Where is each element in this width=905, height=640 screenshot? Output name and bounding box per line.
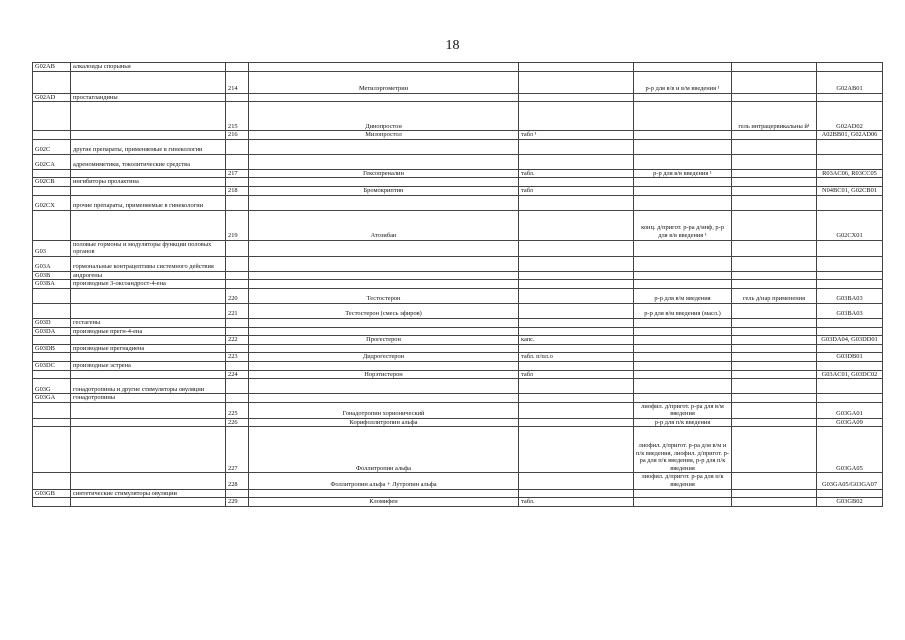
dosage-form-other [732, 210, 817, 240]
dosage-form-injection [634, 186, 732, 195]
table-row [33, 139, 883, 154]
drug-name [249, 63, 519, 72]
row-number: 223 [226, 353, 249, 362]
dosage-form-other: гель д/нар применения [732, 288, 817, 303]
dosage-form-tablets: табл. [519, 169, 634, 178]
dosage-form-tablets [519, 271, 634, 280]
row-number [226, 256, 249, 271]
atc-class-name: производные прегн-4-ена [71, 327, 226, 336]
atc-class-code [33, 71, 71, 93]
atc-class-name [71, 370, 226, 379]
atc-class-name: ингибиторы пролактина [71, 178, 226, 187]
dosage-form-tablets [519, 102, 634, 131]
dosage-form-tablets [519, 210, 634, 240]
atc-code: G03GA09 [817, 418, 883, 427]
drug-name [249, 139, 519, 154]
drug-name [249, 93, 519, 102]
dosage-form-other [732, 361, 817, 370]
row-number [226, 394, 249, 403]
atc-class-name: прочие препараты, применяемые в гинекологии [71, 195, 226, 210]
row-number: 222 [226, 336, 249, 345]
table-row [33, 131, 883, 140]
drug-table [32, 62, 883, 507]
table-row [33, 418, 883, 427]
drug-name: Динопростон [249, 102, 519, 131]
table-row [33, 498, 883, 507]
atc-code [817, 240, 883, 256]
dosage-form-injection [634, 178, 732, 187]
atc-class-code [33, 102, 71, 131]
row-number [226, 344, 249, 353]
dosage-form-other [732, 178, 817, 187]
atc-class-name: другие препараты, применяемые в гинекологии [71, 139, 226, 154]
atc-code [817, 327, 883, 336]
drug-name [249, 280, 519, 289]
atc-class-code: G03GB [33, 489, 71, 498]
atc-class-code: G03DB [33, 344, 71, 353]
atc-class-name: гонадотропины и другие стимуляторы овуляции [71, 379, 226, 394]
atc-code [817, 271, 883, 280]
drug-name [249, 256, 519, 271]
dosage-form-injection [634, 353, 732, 362]
atc-class-name: гормональные контрацептивы системного действия [71, 256, 226, 271]
dosage-form-tablets [519, 379, 634, 394]
atc-code: G03AC01, G03DC02 [817, 370, 883, 379]
row-number [226, 178, 249, 187]
atc-code: G02CX01 [817, 210, 883, 240]
atc-code [817, 139, 883, 154]
dosage-form-tablets [519, 178, 634, 187]
atc-class-name: гонадотропины [71, 394, 226, 403]
row-number: 224 [226, 370, 249, 379]
atc-class-name [71, 402, 226, 418]
atc-class-name [71, 169, 226, 178]
atc-class-name [71, 336, 226, 345]
drug-name [249, 318, 519, 327]
table-row [33, 71, 883, 93]
drug-name: Мизопростол [249, 131, 519, 140]
table-row [33, 195, 883, 210]
atc-code: G03BA03 [817, 288, 883, 303]
atc-class-name [71, 288, 226, 303]
dosage-form-other [732, 427, 817, 473]
table-row [33, 256, 883, 271]
atc-class-name: андрогены [71, 271, 226, 280]
dosage-form-other [732, 318, 817, 327]
atc-class-name: синтетические стимуляторы овуляции [71, 489, 226, 498]
atc-class-name [71, 418, 226, 427]
dosage-form-other [732, 473, 817, 489]
atc-class-code: G03A [33, 256, 71, 271]
dosage-form-other [732, 256, 817, 271]
atc-class-name [71, 131, 226, 140]
dosage-form-tablets: табл. [519, 498, 634, 507]
atc-code [817, 361, 883, 370]
dosage-form-injection: р-р для в/м введения [634, 288, 732, 303]
dosage-form-other [732, 169, 817, 178]
atc-class-code [33, 402, 71, 418]
table-row [33, 63, 883, 72]
table-row [33, 489, 883, 498]
dosage-form-tablets [519, 402, 634, 418]
row-number [226, 379, 249, 394]
row-number: 221 [226, 303, 249, 318]
dosage-form-tablets [519, 280, 634, 289]
atc-code [817, 318, 883, 327]
dosage-form-tablets: капс. [519, 336, 634, 345]
drug-name: Атозибан [249, 210, 519, 240]
dosage-form-other [732, 370, 817, 379]
dosage-form-other [732, 303, 817, 318]
atc-class-code: G03D [33, 318, 71, 327]
drug-name: Гексопреналин [249, 169, 519, 178]
row-number: 228 [226, 473, 249, 489]
row-number [226, 280, 249, 289]
dosage-form-other [732, 327, 817, 336]
drug-name [249, 361, 519, 370]
atc-class-code: G02CA [33, 154, 71, 169]
atc-class-name: производные эстрена [71, 361, 226, 370]
atc-class-code: G03G [33, 379, 71, 394]
dosage-form-tablets [519, 63, 634, 72]
atc-class-name [71, 473, 226, 489]
atc-code: G03GA01 [817, 402, 883, 418]
atc-class-code [33, 336, 71, 345]
row-number [226, 271, 249, 280]
atc-class-code: G03DC [33, 361, 71, 370]
dosage-form-injection: р-р для в/в введения ¹ [634, 169, 732, 178]
row-number [226, 489, 249, 498]
atc-code: G03DB01 [817, 353, 883, 362]
atc-class-name [71, 303, 226, 318]
dosage-form-injection: лиофил. д/пригот. р-ра для п/к введения [634, 473, 732, 489]
table-row [33, 394, 883, 403]
dosage-form-injection [634, 344, 732, 353]
row-number [226, 139, 249, 154]
dosage-form-injection [634, 361, 732, 370]
drug-name [249, 327, 519, 336]
atc-code: G03GA05 [817, 427, 883, 473]
dosage-form-injection [634, 370, 732, 379]
atc-class-name: простагландины [71, 93, 226, 102]
row-number: 219 [226, 210, 249, 240]
dosage-form-other [732, 336, 817, 345]
dosage-form-tablets [519, 427, 634, 473]
atc-class-name: гестагены [71, 318, 226, 327]
dosage-form-tablets [519, 93, 634, 102]
table-row [33, 154, 883, 169]
drug-name: Гонадотропин хорионический [249, 402, 519, 418]
atc-code: G03GB02 [817, 498, 883, 507]
atc-code: G03BA03 [817, 303, 883, 318]
row-number: 225 [226, 402, 249, 418]
dosage-form-other [732, 498, 817, 507]
atc-class-name [71, 210, 226, 240]
dosage-form-tablets [519, 418, 634, 427]
row-number: 226 [226, 418, 249, 427]
atc-class-code: G03DA [33, 327, 71, 336]
table-row [33, 93, 883, 102]
atc-class-code: G03B [33, 271, 71, 280]
dosage-form-other [732, 93, 817, 102]
drug-name: Прогестерон [249, 336, 519, 345]
table-row [33, 271, 883, 280]
dosage-form-injection: р-р для в/м введения (масл.) [634, 303, 732, 318]
dosage-form-injection [634, 240, 732, 256]
dosage-form-injection [634, 280, 732, 289]
table-row [33, 361, 883, 370]
row-number [226, 93, 249, 102]
atc-class-code [33, 498, 71, 507]
dosage-form-tablets [519, 195, 634, 210]
dosage-form-tablets [519, 256, 634, 271]
dosage-form-other [732, 131, 817, 140]
table-row [33, 186, 883, 195]
atc-class-name [71, 102, 226, 131]
atc-code [817, 154, 883, 169]
dosage-form-injection: лиофил. д/пригот. р-ра для в/м введения [634, 402, 732, 418]
atc-class-name: алкалоиды спорыньи [71, 63, 226, 72]
dosage-form-other [732, 71, 817, 93]
dosage-form-injection [634, 256, 732, 271]
atc-code [817, 63, 883, 72]
atc-class-name [71, 498, 226, 507]
atc-code [817, 344, 883, 353]
dosage-form-other [732, 344, 817, 353]
dosage-form-tablets [519, 344, 634, 353]
dosage-form-tablets [519, 71, 634, 93]
dosage-form-other [732, 280, 817, 289]
drug-name: Фоллитропин альфа + Лутропин альфа [249, 473, 519, 489]
dosage-form-injection [634, 327, 732, 336]
table-row [33, 327, 883, 336]
table-row [33, 210, 883, 240]
atc-class-name: производные прегнадиена [71, 344, 226, 353]
atc-class-code: G03BA [33, 280, 71, 289]
dosage-form-other [732, 353, 817, 362]
drug-name [249, 178, 519, 187]
dosage-form-tablets [519, 154, 634, 169]
atc-class-name [71, 427, 226, 473]
dosage-form-injection: лиофил. д/пригот. р-ра для в/м и п/к введения, лиофил. д/пригот. р-ра для п/к введения, р-р для п/к введения [634, 427, 732, 473]
table-row [33, 240, 883, 256]
table-row [33, 370, 883, 379]
atc-class-name: половые гормоны и модуляторы функции половых органов [71, 240, 226, 256]
dosage-form-tablets: табл. п/пл.о [519, 353, 634, 362]
dosage-form-tablets [519, 240, 634, 256]
dosage-form-injection [634, 93, 732, 102]
table-row [33, 427, 883, 473]
table-row [33, 344, 883, 353]
table-row [33, 280, 883, 289]
row-number: 220 [226, 288, 249, 303]
dosage-form-tablets [519, 394, 634, 403]
table-row [33, 379, 883, 394]
atc-code: G03DA04, G03DD01 [817, 336, 883, 345]
atc-class-code [33, 418, 71, 427]
dosage-form-injection [634, 102, 732, 131]
table-row [33, 102, 883, 131]
row-number [226, 318, 249, 327]
atc-code: G03GA05/G03GA07 [817, 473, 883, 489]
dosage-form-injection [634, 394, 732, 403]
atc-code [817, 256, 883, 271]
dosage-form-tablets [519, 327, 634, 336]
atc-code: G02AB01 [817, 71, 883, 93]
drug-name: Кломифен [249, 498, 519, 507]
dosage-form-injection [634, 271, 732, 280]
drug-name [249, 271, 519, 280]
dosage-form-other [732, 154, 817, 169]
row-number: 229 [226, 498, 249, 507]
dosage-form-other [732, 418, 817, 427]
atc-code [817, 195, 883, 210]
atc-class-code: G03 [33, 240, 71, 256]
dosage-form-injection: конц. д/пригот. р-ра д/инф, р-р для в/в введения ¹ [634, 210, 732, 240]
drug-name [249, 489, 519, 498]
atc-class-name: производные 3-оксоандрост-4-ена [71, 280, 226, 289]
drug-name: Дидрогестерон [249, 353, 519, 362]
atc-class-code [33, 169, 71, 178]
table-row [33, 473, 883, 489]
drug-name [249, 344, 519, 353]
atc-class-code [33, 131, 71, 140]
atc-code [817, 379, 883, 394]
dosage-form-other [732, 63, 817, 72]
table-row [33, 318, 883, 327]
dosage-form-other [732, 195, 817, 210]
row-number [226, 195, 249, 210]
dosage-form-other [732, 240, 817, 256]
drug-name: Тестостерон [249, 288, 519, 303]
dosage-form-injection [634, 379, 732, 394]
dosage-form-injection [634, 498, 732, 507]
dosage-form-other [732, 489, 817, 498]
drug-name: Метилэргометрин [249, 71, 519, 93]
row-number [226, 327, 249, 336]
drug-name [249, 379, 519, 394]
atc-class-code: G02C [33, 139, 71, 154]
drug-name [249, 154, 519, 169]
dosage-form-tablets [519, 489, 634, 498]
dosage-form-injection: р-р для в/в и в/м введения ¹ [634, 71, 732, 93]
row-number: 215 [226, 102, 249, 131]
dosage-form-tablets: табл [519, 370, 634, 379]
atc-code [817, 178, 883, 187]
row-number: 217 [226, 169, 249, 178]
row-number: 214 [226, 71, 249, 93]
row-number: 227 [226, 427, 249, 473]
dosage-form-tablets: табл [519, 186, 634, 195]
atc-class-code [33, 288, 71, 303]
dosage-form-injection [634, 63, 732, 72]
atc-class-code: G02AD [33, 93, 71, 102]
atc-code [817, 394, 883, 403]
atc-class-code: G02CX [33, 195, 71, 210]
dosage-form-other [732, 139, 817, 154]
dosage-form-injection [634, 131, 732, 140]
page-number: 18 [445, 38, 460, 53]
table-row [33, 353, 883, 362]
dosage-form-other [732, 379, 817, 394]
dosage-form-tablets [519, 288, 634, 303]
dosage-form-other [732, 271, 817, 280]
atc-class-code: G02AB [33, 63, 71, 72]
dosage-form-tablets [519, 139, 634, 154]
drug-name: Фоллитропин альфа [249, 427, 519, 473]
table-row [33, 303, 883, 318]
atc-class-code [33, 370, 71, 379]
dosage-form-tablets [519, 473, 634, 489]
atc-class-code [33, 353, 71, 362]
dosage-form-injection: р-р для п/к введения [634, 418, 732, 427]
table-row [33, 402, 883, 418]
drug-name: Бромокриптин [249, 186, 519, 195]
atc-class-name [71, 71, 226, 93]
atc-code: G02AD02 [817, 102, 883, 131]
atc-class-name: адреномиметики, токолитические средства [71, 154, 226, 169]
table-row [33, 336, 883, 345]
row-number: 218 [226, 186, 249, 195]
dosage-form-other [732, 186, 817, 195]
drug-name: Корифоллитропин альфа [249, 418, 519, 427]
dosage-form-tablets: табл ¹ [519, 131, 634, 140]
atc-class-code [33, 186, 71, 195]
atc-class-name [71, 186, 226, 195]
dosage-form-tablets [519, 303, 634, 318]
dosage-form-injection [634, 489, 732, 498]
dosage-form-injection [634, 318, 732, 327]
row-number [226, 154, 249, 169]
row-number [226, 361, 249, 370]
drug-name: Тестостерон (смесь эфиров) [249, 303, 519, 318]
drug-name [249, 394, 519, 403]
table-row [33, 169, 883, 178]
row-number: 216 [226, 131, 249, 140]
dosage-form-tablets [519, 318, 634, 327]
dosage-form-tablets [519, 361, 634, 370]
atc-code [817, 489, 883, 498]
table-row [33, 178, 883, 187]
dosage-form-injection [634, 336, 732, 345]
table-row [33, 288, 883, 303]
atc-code: R03AC06, R03CC05 [817, 169, 883, 178]
drug-name [249, 240, 519, 256]
row-number [226, 240, 249, 256]
atc-class-code [33, 210, 71, 240]
atc-class-code [33, 303, 71, 318]
atc-code: N04BC01, G02CB01 [817, 186, 883, 195]
atc-class-code [33, 427, 71, 473]
atc-code [817, 280, 883, 289]
atc-code: A02BB01, G02AD06 [817, 131, 883, 140]
atc-class-code: G02CB [33, 178, 71, 187]
dosage-form-injection [634, 154, 732, 169]
dosage-form-other [732, 402, 817, 418]
drug-name [249, 195, 519, 210]
dosage-form-injection [634, 139, 732, 154]
dosage-form-injection [634, 195, 732, 210]
atc-class-code [33, 473, 71, 489]
row-number [226, 63, 249, 72]
atc-class-code: G03GA [33, 394, 71, 403]
dosage-form-other [732, 394, 817, 403]
dosage-form-other: гель интрацервикальны й¹ [732, 102, 817, 131]
drug-name: Норэтистерон [249, 370, 519, 379]
atc-code [817, 93, 883, 102]
atc-class-name [71, 353, 226, 362]
